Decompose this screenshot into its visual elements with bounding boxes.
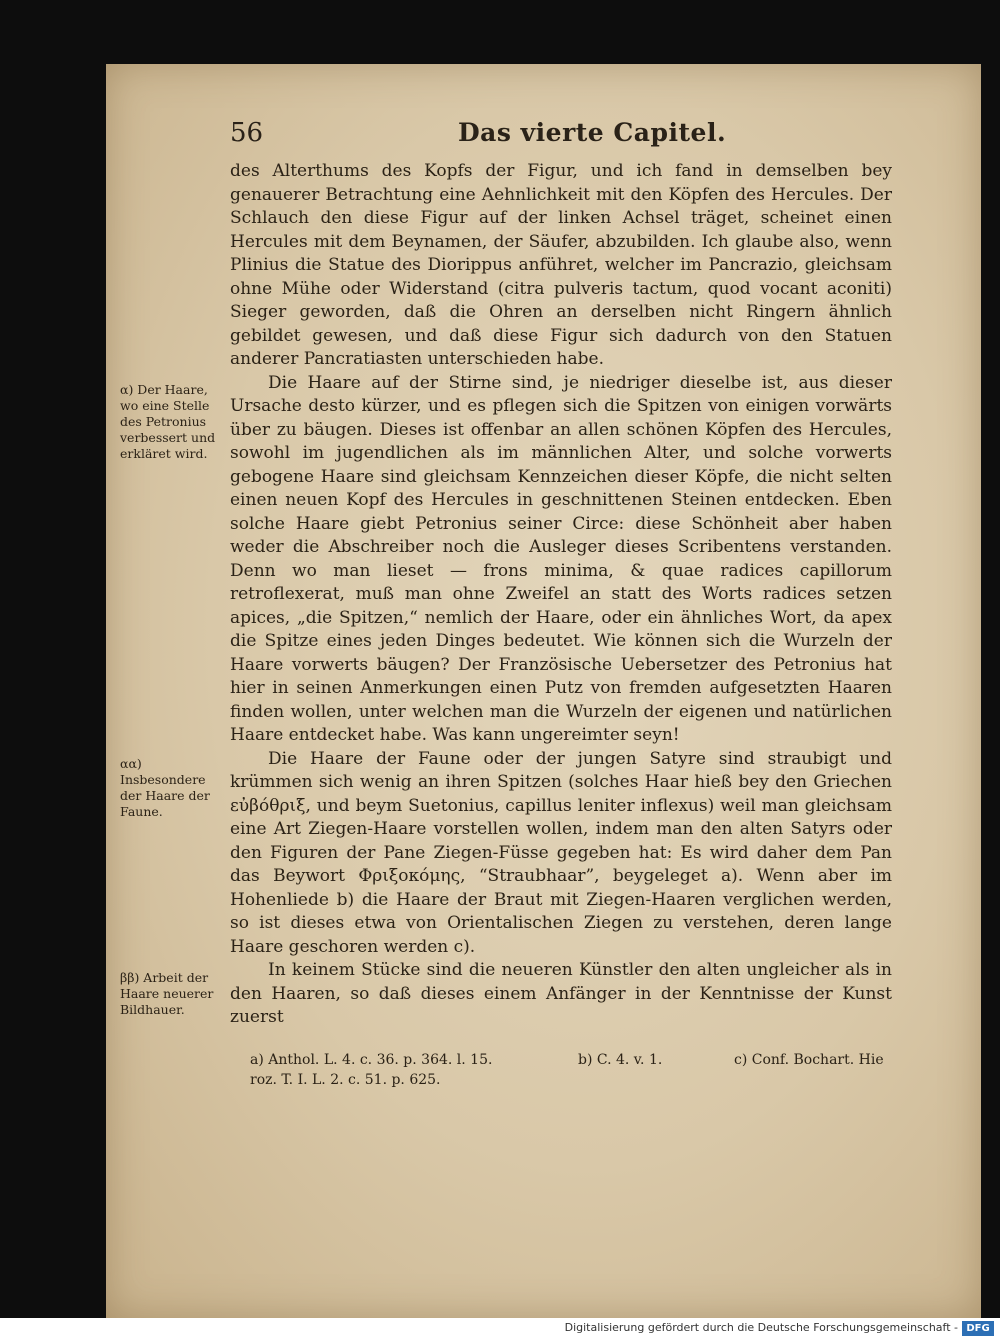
running-head: Das vierte Capitel.: [458, 118, 727, 147]
dfg-logo-icon: DFG: [962, 1321, 994, 1336]
page-number: 56: [230, 118, 264, 148]
margin-note: α) Der Haare, wo eine Stelle des Petronius verbessert und erkläret wird.: [120, 382, 216, 461]
paragraph: In keinem Stücke sind die neueren Künstler den alten ungleicher als in den Haaren, so daß dieses einem Anfänger in der Kenntnisse der Kunst zuerst: [230, 960, 892, 1027]
paragraph: Die Haare auf der Stirne sind, je niedriger dieselbe ist, aus dieser Ursache desto kürzer, und es pflegen sich die Spitzen von einigen vorwärts über zu bäugen. Dieses ist offenbar an allen schönen Köpfen des Hercules, sowohl im jugendlichen als im männlichen Alter, und solche vorwerts gebogene Haare sind gleichsam Kennzeichen dieser Köpfe, die nicht selten einen neuen Kopf des Hercules in geschnittenen Steinen entdecken. Eben solche Haare giebt Petronius seiner Circe: diese Schönheit aber haben weder die Abschreiber noch die Ausleger dieses Scribentens verstanden. Denn wo man lieset — frons minima, & quae radices capillorum retroflexerat, muß man ohne Zweifel an statt des Worts radices setzen apices, „die Spitzen,“ nemlich der Haare, oder ein ähnliches Wort, da apex die Spitze eines jeden Dinges bedeutet. Wie können sich die Wurzeln der Haare vorwerts bäugen? Der Französische Uebersetzer des Petronius hat hier in seinen Anmerkungen einen Putz von fremden aufgesetzten Haaren finden wollen, unter welchen man die Wurzeln der eigenen und natürlichen Haare entdecket habe. Was kann ungereimter seyn!: [230, 372, 892, 745]
footnote-b: b) C. 4. v. 1.: [578, 1052, 663, 1068]
paragraph: des Alterthums des Kopfs der Figur, und ich fand in demselben bey genauerer Betrachtung eine Aehnlichkeit mit den Köpfen des Hercules. Der Schlauch den diese Figur auf der linken Achsel träget, scheinet einen Hercules mit dem Beynamen, der Säufer, abzubilden. Ich glaube also, wenn Plinius die Statue des Diorippus anführet, welcher im Pancrazio, gleichsam ohne Mühe oder Widerstand (citra pulveris tactum, quod vocant aconiti) Sieger geworden, daß die Ohren an derselben nicht Ringern ähnlich gebildet gewesen, und daß diese Figur sich dadurch von den Statuen anderer Pancratiasten unterschieden habe.: [230, 161, 892, 369]
body-text: [230, 160, 892, 1030]
footnote-a-line-1: a) Anthol. L. 4. c. 36. p. 364. l. 15.: [250, 1052, 493, 1068]
margin-note: ββ) Arbeit der Haare neuerer Bildhauer.: [120, 970, 214, 1017]
footnote-c: c) Conf. Bochart. Hie: [734, 1052, 884, 1068]
footer-bar: [0, 1318, 1000, 1339]
margin-note: αα) Insbesondere der Haare der Faune.: [120, 756, 210, 819]
footnote-a: [250, 1050, 540, 1090]
footnote-a-line-2: roz. T. I. L. 2. c. 51. p. 625.: [250, 1072, 441, 1088]
funding-credit: Digitalisierung gefördert durch die Deutsche Forschungsgemeinschaft -: [564, 1321, 958, 1334]
page-header: [230, 118, 890, 154]
paragraph: Die Haare der Faune oder der jungen Satyre sind straubigt und krümmen sich wenig an ihren Spitzen (solches Haar hieß bey den Griechen εὐβόθριξ, und beym Suetonius, capillus leniter inflexus) weil man gleichsam eine Art Ziegen-Haare vorstellen wollen, indem man den alten Satyrs oder den Figuren der Pane Ziegen-Füsse gegeben hat: Es wird daher dem Pan das Beywort Φριξοκόμης, “Straubhaar”, beygeleget a). Wenn aber im Hohenliede b) die Haare der Braut mit Ziegen-Haaren verglichen werden, so ist dieses etwa von Orientalischen Ziegen zu verstehen, deren lange Haare geschoren werden c).: [230, 748, 892, 957]
